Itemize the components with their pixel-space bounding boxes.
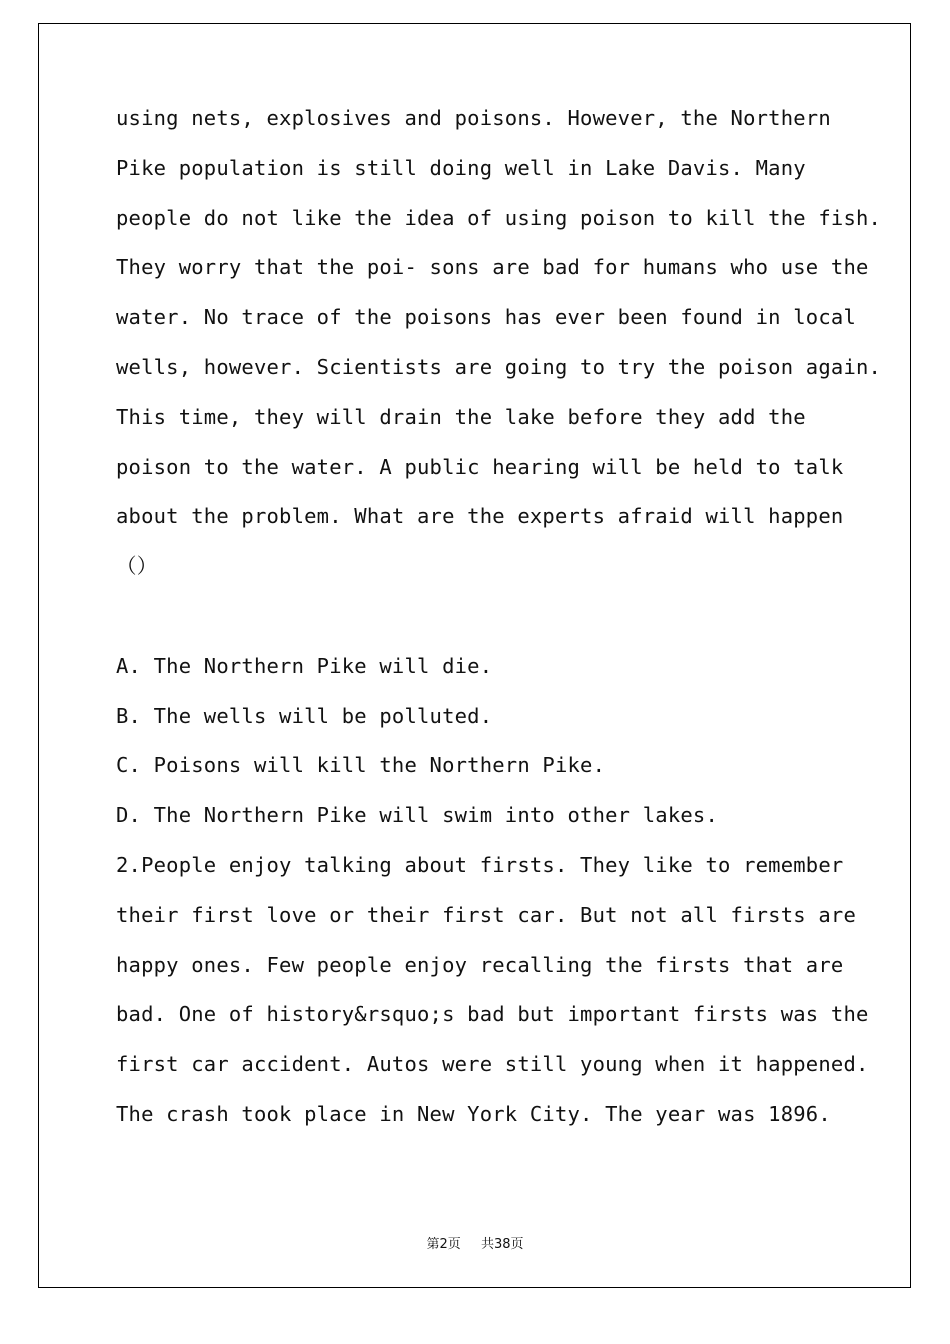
spacer bbox=[116, 592, 866, 642]
option-c: C. Poisons will kill the Northern Pike. bbox=[116, 753, 606, 778]
question-line: happy ones. Few people enjoy recalling the firsts that are bbox=[116, 952, 844, 977]
document-body bbox=[116, 94, 882, 1140]
passage-line: about the problem. What are the experts afraid will happen bbox=[116, 504, 844, 529]
next-question bbox=[116, 841, 869, 1140]
passage-line: poison to the water. A public hearing will be held to talk bbox=[116, 454, 844, 479]
answer-blank: （） bbox=[116, 554, 158, 579]
question-line: 2.People enjoy talking about firsts. They like to remember bbox=[116, 852, 844, 877]
passage bbox=[116, 94, 882, 592]
option-d: D. The Northern Pike will swim into other lakes. bbox=[116, 803, 719, 828]
passage-line: wells, however. Scientists are going to try the poison again. bbox=[116, 354, 882, 379]
page-total: 共38页 bbox=[480, 1237, 524, 1252]
option-b: B. The wells will be polluted. bbox=[116, 703, 493, 728]
option-a: A. The Northern Pike will die. bbox=[116, 653, 493, 678]
question-line: bad. One of history&rsquo;s bad but important firsts was the bbox=[116, 1002, 869, 1027]
question-line: The crash took place in New York City. The year was 1896. bbox=[116, 1101, 831, 1126]
answer-options bbox=[116, 642, 866, 841]
page-number: 第2页 bbox=[426, 1237, 461, 1252]
page-footer bbox=[0, 1233, 950, 1252]
passage-line: using nets, explosives and poisons. However, the Northern bbox=[116, 106, 831, 130]
question-line: first car accident. Autos were still young when it happened. bbox=[116, 1052, 869, 1077]
passage-line: This time, they will drain the lake before they add the bbox=[116, 404, 806, 429]
question-line: their first love or their first car. But not all firsts are bbox=[116, 902, 856, 927]
passage-line: water. No trace of the poisons has ever been found in local bbox=[116, 305, 856, 330]
passage-line: They worry that the poi- sons are bad for humans who use the bbox=[116, 255, 869, 280]
passage-line: Pike population is still doing well in Lake Davis. Many bbox=[116, 155, 806, 180]
passage-line: people do not like the idea of using poison to kill the fish. bbox=[116, 205, 882, 230]
